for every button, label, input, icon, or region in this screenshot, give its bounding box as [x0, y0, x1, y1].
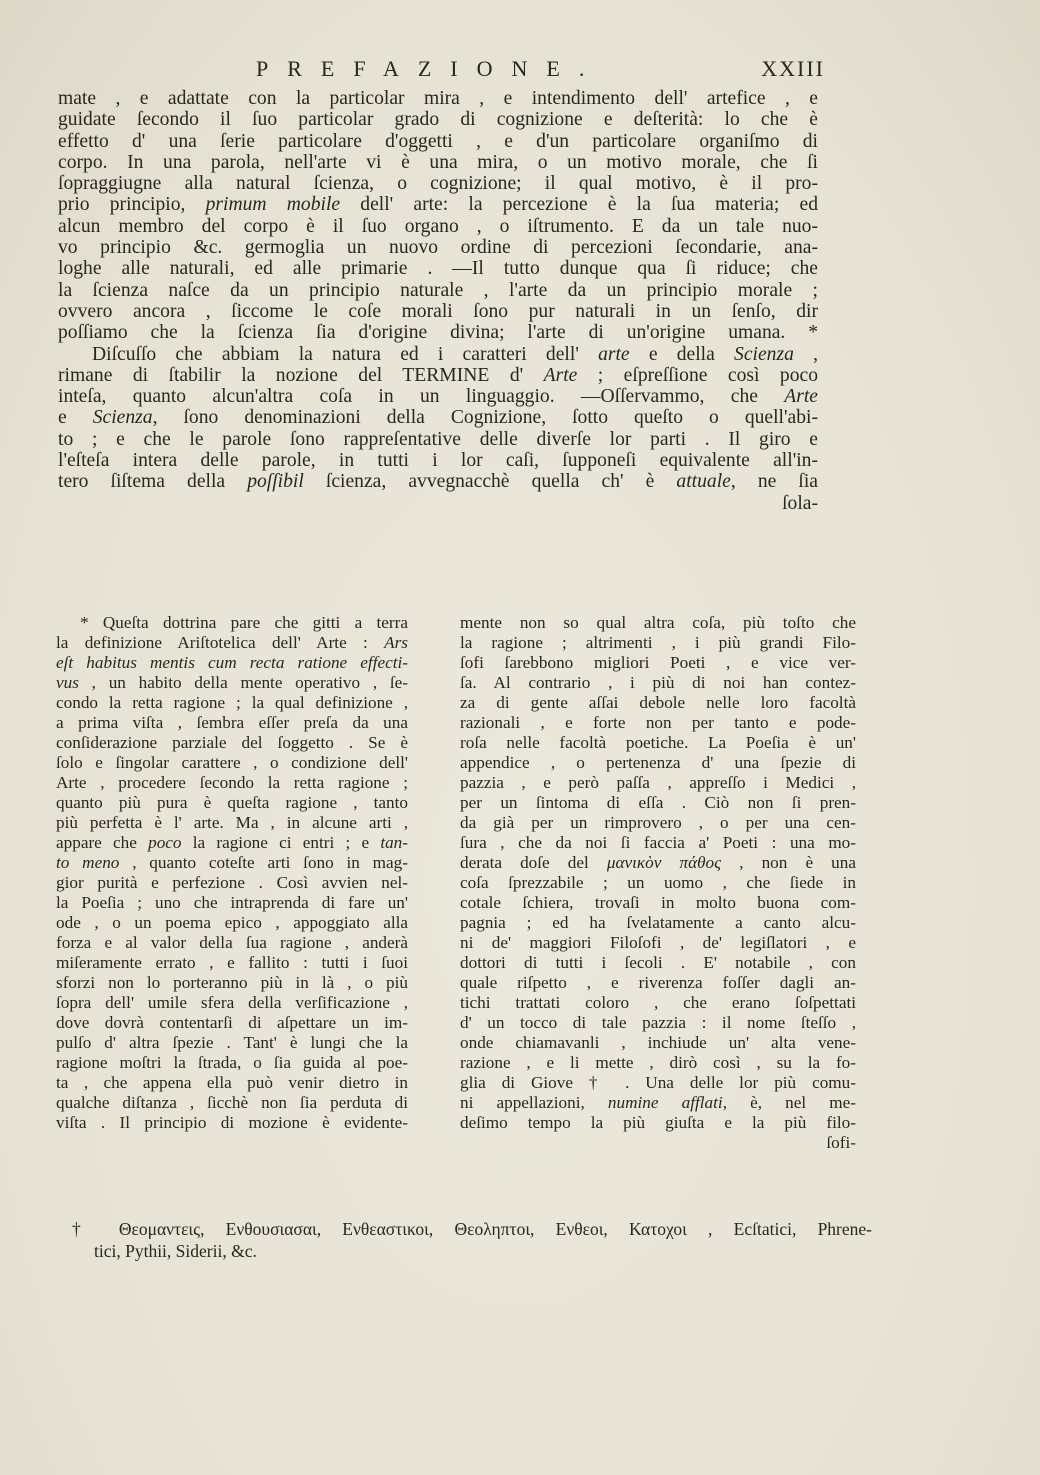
footnote-line: ta , che appena ella può venir dietro in: [56, 1073, 408, 1092]
footnote-line: qualche diſtanza , ſicchè non ſia perduta di: [56, 1093, 408, 1112]
footnote-line: coſa ſprezzabile ; un uomo , che ſiede in: [460, 873, 856, 892]
footnote-line: ni appellazioni, numine afflati, è, nel me-: [460, 1093, 856, 1112]
text-line: guidate ſecondo il ſuo particolar grado di cognizione e deſterità: lo che è: [58, 109, 818, 131]
running-title: PREFAZIONE.: [256, 56, 604, 81]
text-line: loghe alle naturali, ed alle primarie . —Il tutto dunque qua ſi riduce; che: [58, 258, 818, 280]
footnote-line: la definizione Ariſtotelica dell' Arte : Ars: [56, 633, 408, 652]
footnote-line: cotale ſchiera, trovaſi in molto buona com-: [460, 893, 856, 912]
text-line: ſola-: [782, 492, 818, 514]
footnote-line: Arte , procedere ſecondo la retta ragione ;: [56, 773, 408, 792]
footnote-line: pulſo d' altra ſpezie . Tant' è lungi che la: [56, 1033, 408, 1052]
footnote-line: za di gente aſſai debole nelle loro facoltà: [460, 693, 856, 712]
text-line: ſopraggiugne alla natural ſcienza, o cognizione; il qual motivo, è il pro-: [58, 173, 818, 195]
text-line: inteſa, quanto alcun'altra coſa in un linguaggio. —Oſſervammo, che Arte: [58, 386, 818, 408]
footnote-line: a prima viſta , ſembra eſſer preſa da una: [56, 713, 408, 732]
text-line: la ſcienza naſce da un principio naturale , l'arte da un principio morale ;: [58, 279, 818, 301]
text-line: poſſiamo che la ſcienza ſia d'origine divina; l'arte di un'origine umana. *: [58, 322, 818, 344]
footnote-line: eſt habitus mentis cum recta ratione effecti-: [56, 653, 408, 672]
dagger-footnote: [72, 1218, 872, 1262]
footnote-line: miſeramente errato , e fallito : tutti i ſuoi: [56, 953, 408, 972]
running-header: [250, 56, 825, 86]
text-line: rimane di ſtabilir la nozione del TERMINE d' Arte ; eſpreſſione così poco: [58, 364, 819, 386]
footnote-line: † Θεομαντεις, Ενθουσιασαι, Ενθεαστικοι, Θεοληπτοι, Ενθεοι, Κατοχοι , Ecſtatici, Phrene-: [72, 1219, 872, 1239]
footnote-line: quale riſpetto , e riverenza foſſer dagli an-: [460, 973, 856, 992]
footnote-line: ni de' maggiori Filoſofi , de' legiſlatori , e: [460, 933, 856, 952]
footnote-line: ode , o un poema epico , appoggiato alla: [56, 913, 408, 932]
text-line: prio principio, primum mobile dell' arte: la percezione è la ſua materia; ed: [58, 194, 818, 216]
footnote-line: ſolo e ſingolar carattere , o condizione dell': [56, 753, 408, 772]
page-number: XXIII: [761, 56, 825, 81]
text-line: Diſcuſſo che abbiam la natura ed i caratteri dell' arte e della Scienza ,: [92, 343, 818, 365]
footnote-line: la Poeſia ; uno che intraprenda di fare un': [56, 893, 408, 912]
text-line: vo principio &c. germoglia un nuovo ordine di percezioni ſecondarie, ana-: [58, 237, 818, 259]
text-line: to ; e che le parole ſono rappreſentative delle diverſe lor parti . Il giro e: [58, 428, 818, 450]
footnote-line: ragione moſtri la ſtrada, o ſia guida al poe-: [56, 1053, 408, 1072]
footnote-line: dove dovrà contentarſi di aſpettare un im-: [56, 1013, 408, 1032]
text-line: tero ſiſtema della poſſibil ſcienza, avvegnacchè quella ch' è attuale, ne ſia: [58, 471, 818, 493]
text-line: e Scienza, ſono denominazioni della Cognizione, ſotto queſto o quell'abi-: [58, 407, 818, 429]
footnote-line: condo la retta ragione ; la qual definizione ,: [56, 693, 408, 712]
footnote-line: ſofi-: [826, 1133, 856, 1152]
footnote-line: conſiderazione parziale del ſoggetto . Se è: [56, 733, 408, 752]
text-line: l'eſteſa intera delle parole, in tutti i lor caſi, ſupponeſi equivalente all'in-: [58, 450, 818, 472]
footnote-line: razione , e li mette , dirò così , su la fo-: [460, 1053, 856, 1072]
footnote-line: to meno , quanto coteſte arti ſono in mag-: [56, 853, 408, 872]
footnote-line: dottori di tutti i ſecoli . E' notabile , con: [460, 953, 856, 972]
text-line: corpo. In una parola, nell'arte vi è una mira, o un motivo morale, che ſi: [58, 151, 818, 173]
footnote-line: appendice , o pertenenza d' una ſpezie di: [460, 753, 856, 772]
footnote-line: tici, Pythii, Siderii, &c.: [94, 1241, 257, 1261]
footnote-line: mente non so qual altra coſa, più toſto che: [460, 613, 856, 632]
footnote-line: tichi trattati coloro , che erano ſoſpettati: [460, 993, 856, 1012]
footnote-line: per un ſintoma di eſſa . Ciò non ſi pren-: [460, 793, 856, 812]
footnote-line: onde chiamavanli , inchiude un' alta vene-: [460, 1033, 856, 1052]
text-line: effetto d' una ſerie particolare d'oggetti , e d'un particolare organiſmo di: [58, 130, 818, 152]
footnote-line: d' un tocco di tale pazzia : il nome ſteſſo ,: [460, 1013, 856, 1032]
footnote-right-column: [460, 613, 856, 1153]
footnote-line: forza e al valor della ſua ragione , anderà: [56, 933, 408, 952]
footnote-line: derata doſe del μανικὸν πάθος , non è una: [460, 853, 856, 872]
footnote-line: la ragione ; altrimenti , i più grandi Filo-: [460, 633, 856, 652]
footnote-line: ſa. Al contrario , i più di noi han contez-: [460, 673, 856, 692]
footnote-line: roſa nelle facoltà poetiche. La Poeſia è un': [460, 733, 856, 752]
footnote-line: quanto più pura è queſta ragione , tanto: [56, 793, 408, 812]
footnote-line: deſimo tempo la più giuſta e la più filo-: [460, 1113, 856, 1132]
text-line: alcun membro del corpo è il ſuo organo , o iſtrumento. E da un tale nuo-: [58, 215, 818, 237]
footnote-line: sforzi non lo porteranno più in là , o più: [56, 973, 408, 992]
footnote-line: pazzia , e però paſſa , appreſſo i Medici ,: [460, 773, 856, 792]
footnote-line: vus , un habito della mente operativo , ſe-: [56, 673, 408, 692]
footnote-line: * Queſta dottrina pare che gitti a terra: [80, 613, 408, 632]
footnote-line: ſura , che da noi ſi faccia a' Poeti : una mo-: [460, 833, 856, 852]
footnote-line: glia di Giove † . Una delle lor più comu-: [460, 1073, 856, 1092]
footnote-line: ſopra dell' umile sfera della verſificazione ,: [56, 993, 408, 1012]
text-line: ovvero ancora , ſiccome le coſe morali ſono pur naturali in un ſenſo, dir: [58, 300, 818, 322]
text-line: mate , e adattate con la particolar mira , e intendimento dell' artefice , e: [58, 88, 818, 109]
footnote-line: razionali , e forte non per tanto e pode-: [460, 713, 856, 732]
footnote-line: pagnia ; ed ha ſvelatamente a canto alcu-: [460, 913, 856, 932]
footnote-line: gior purità e perfezione . Così avvien nel-: [56, 873, 408, 892]
footnote-line: appare che poco la ragione ci entri ; e tan-: [56, 833, 408, 852]
footnote-left-column: [56, 613, 408, 1133]
footnote-line: più perfetta è l' arte. Ma , in alcune arti ,: [56, 813, 408, 832]
main-text-block: [58, 88, 818, 514]
footnote-line: da già per un rimprovero , o per una cen-: [460, 813, 856, 832]
footnote-line: viſta . Il principio di mozione è evidente-: [56, 1113, 408, 1132]
footnote-line: ſofi ſarebbono migliori Poeti , e vice ver-: [460, 653, 856, 672]
